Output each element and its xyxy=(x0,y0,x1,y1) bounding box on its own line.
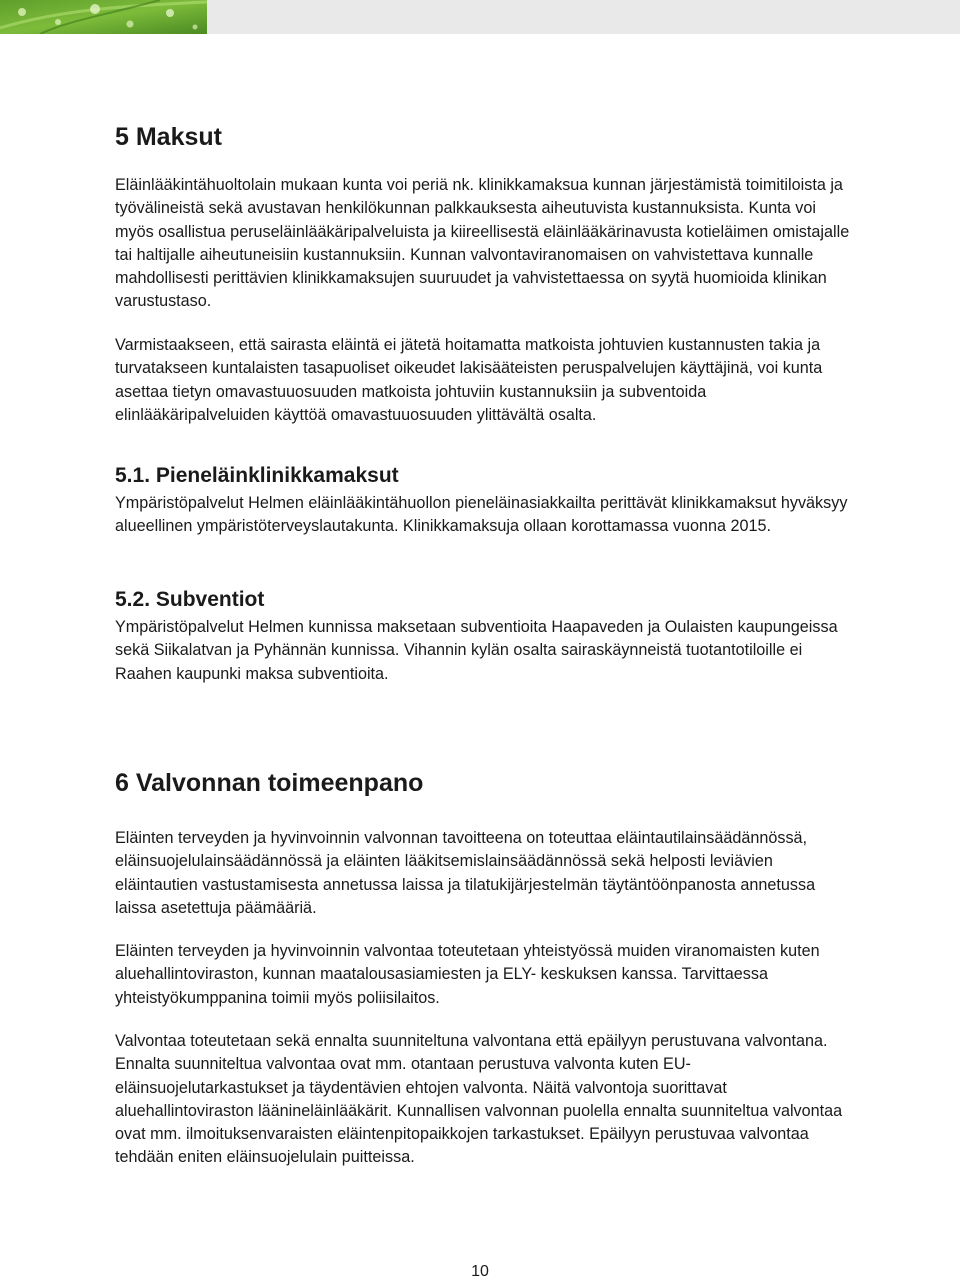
section-5-paragraph-1: Eläinlääkintähuoltolain mukaan kunta voi periä nk. klinikkamaksua kunnan järjestämistä toimitiloista ja työvälineistä sekä avustavan henkilökunnan palkkauksesta aiheutuvista kustannuksista. Kunta voi myös osallistua peruseläinlääkäripalveluista ja kiireellisestä eläinlääkärinavusta kotieläimen omistajalle tai haltijalle aiheutuneisiin kustannuksiin. Kunnan valvontaviranomaisen on vahvistettava kunnalle mahdollisesti perittävien klinikkamaksujen suuruudet ja vahvistettaessa on syytä huomioida klinikan varustustaso. xyxy=(115,176,850,311)
section-5-heading: 5 Maksut xyxy=(115,123,222,151)
section-6-paragraph-1: Eläinten terveyden ja hyvinvoinnin valvonnan tavoitteena on toteuttaa eläintautilainsäädännössä, eläinsuojelulainsäädännössä ja eläinten lääkitsemislainsäädännössä sekä helposti leviävien eläintautien vastustamisesta annetussa laissa ja tilatukijärjestelmän täytäntöönpanosta annetussa laissa asetettuja päämääriä. xyxy=(115,829,816,917)
section-5-1-paragraph: Ympäristöpalvelut Helmen eläinlääkintähuollon pieneläinasiakkailta perittävät klinikkamaksut hyväksyy alueellinen ympäristöterveyslautakunta. Klinikkamaksuja ollaan korottamassa vuonna 2015. xyxy=(115,494,848,536)
section-6-heading: 6 Valvonnan toimeenpano xyxy=(115,769,424,797)
section-6-paragraph-3: Valvontaa toteutetaan sekä ennalta suunniteltuna valvontana että epäilyyn perustuvana valvontana. Ennalta suunniteltua valvontaa ovat mm. otantaan perustuva valvonta kuten EU-eläinsuojelutarkastukset ja täydentävien ehtojen valvonta. Näitä valvontoja suorittavat aluehallintoviraston läänineläinlääkärit. Kunnallisen valvonnan puolella ennalta suunniteltua valvontaa ovat mm. ilmoituksenvaraisten eläintenpitopaikkojen tarkastukset. Epäilyyn perustuvaa valvontaa tehdään eniten eläinsuojelulain puitteissa. xyxy=(115,1032,843,1167)
section-5-paragraph-2: Varmistaakseen, että sairasta eläintä ei jätetä hoitamatta matkoista johtuvien kustannusten takia ja turvatakseen kuntalaisten tasapuoliset oikeudet lakisääteisten peruspalvelujen käyttäjinä, voi kunta asettaa tietyn omavastuuosuuden matkoista johtuviin kustannuksiin ja subventoida elinlääkäripalveluiden käyttöä omavastuuosuuden ylittävältä osalta. xyxy=(115,336,823,424)
page-number: 10 xyxy=(471,1263,489,1280)
section-6-paragraph-2: Eläinten terveyden ja hyvinvoinnin valvontaa toteutetaan yhteistyössä muiden viranomaisten kuten aluehallintoviraston, kunnan maatalousasiamiesten ja ELY- keskuksen kanssa. Tarvittaessa yhteistyökumppanina toimii myös poliisilaitos. xyxy=(115,942,820,1007)
section-5-2-paragraph: Ympäristöpalvelut Helmen kunnissa maksetaan subventioita Haapaveden ja Oulaisten kaupungeissa sekä Siikalatvan ja Pyhännän kunnissa. Vihannin kylän osalta sairaskäynneistä tuotantotiloille ei Raahen kaupunki maksa subventioita. xyxy=(115,618,838,683)
leaf-banner-image xyxy=(0,0,207,34)
section-5-2-heading: 5.2. Subventiot xyxy=(115,588,265,611)
section-5-1-heading: 5.1. Pieneläinklinikkamaksut xyxy=(115,464,399,487)
